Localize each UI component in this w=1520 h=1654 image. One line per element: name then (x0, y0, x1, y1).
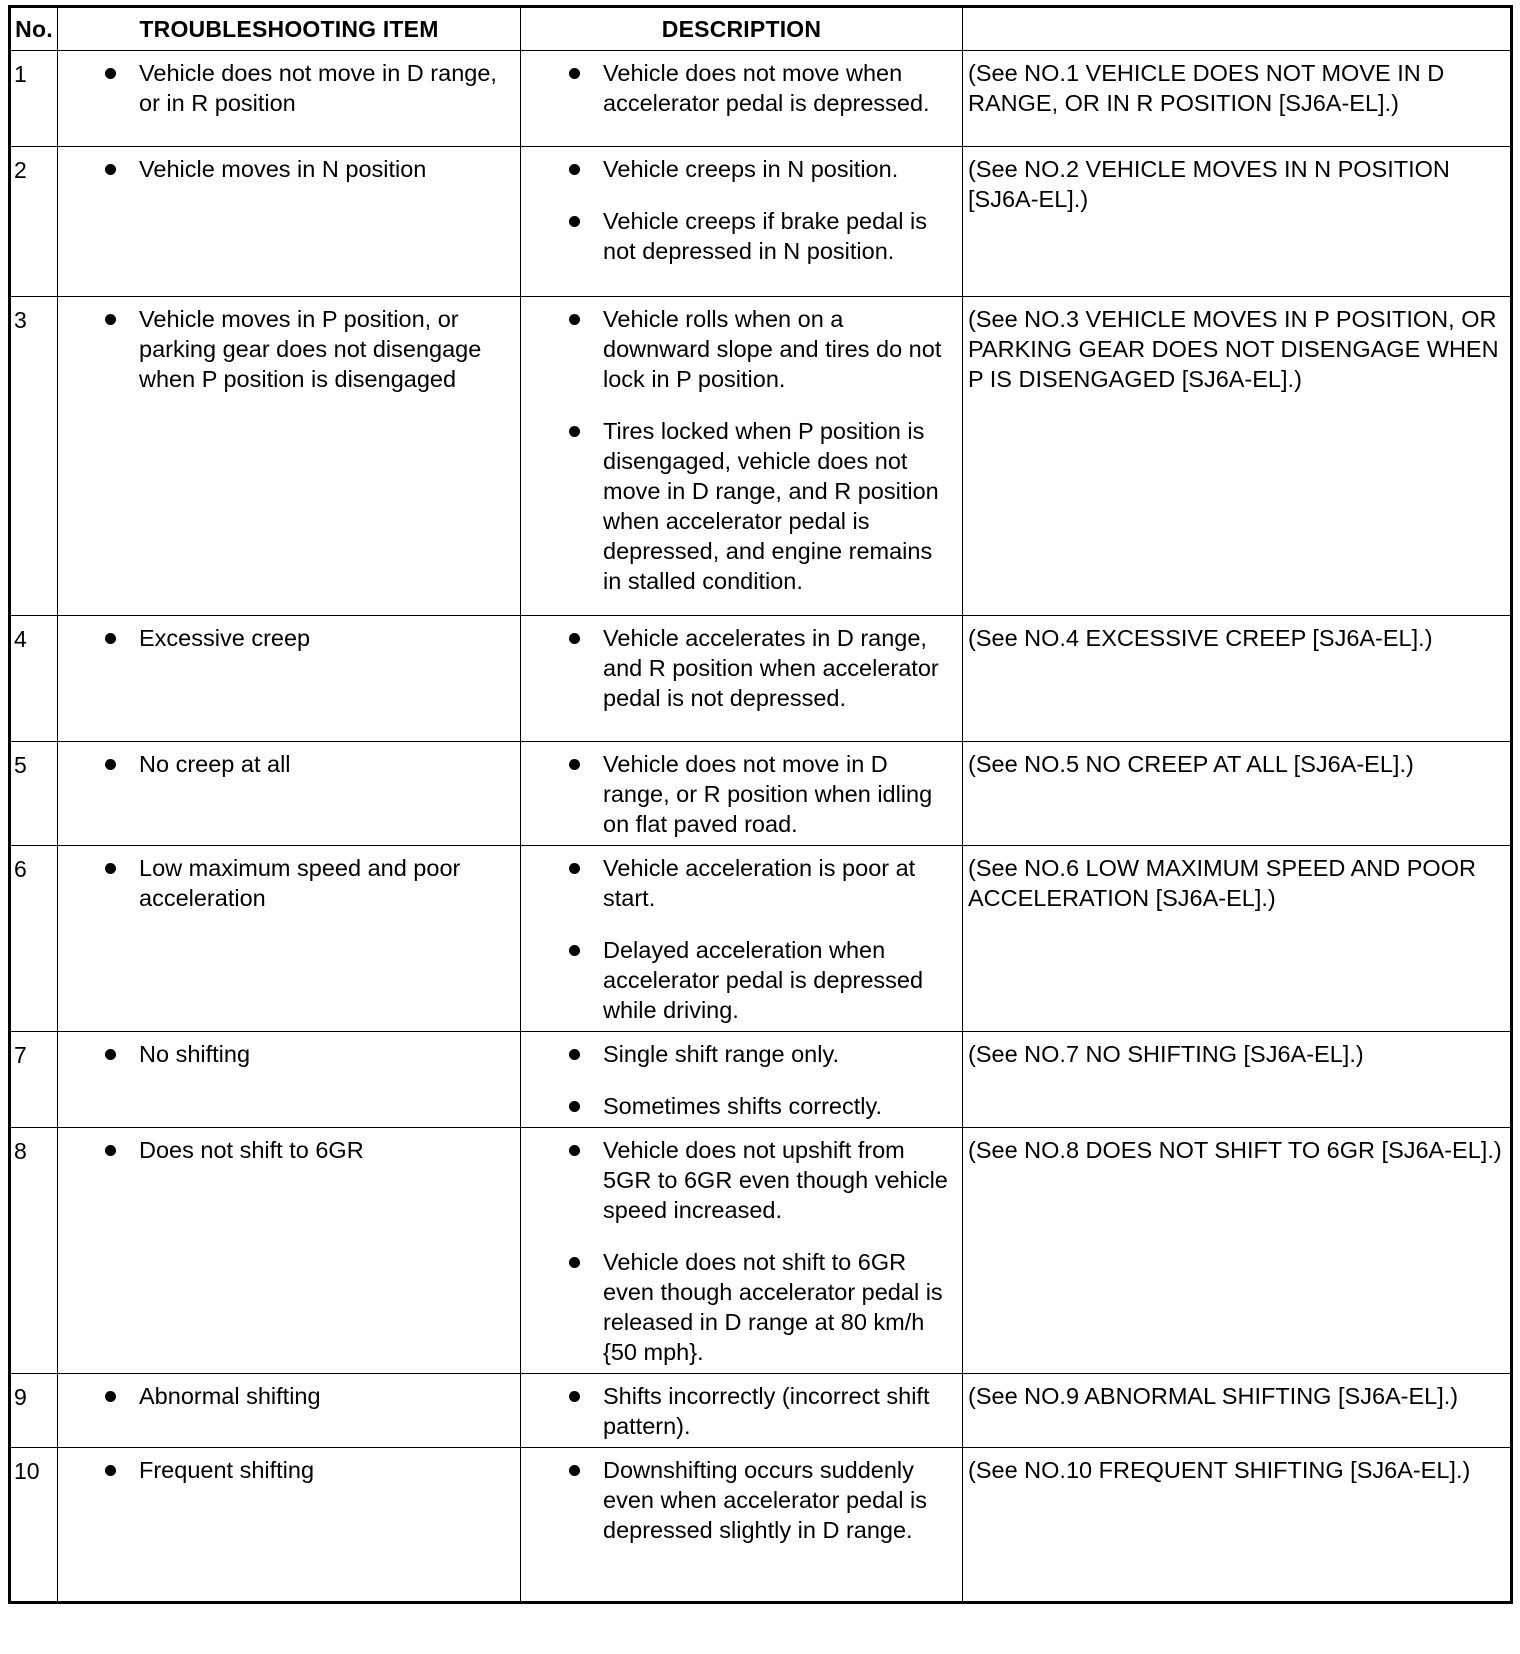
header-row (10, 7, 1512, 51)
row-number: 4 (10, 616, 58, 742)
troubleshooting-item (58, 1381, 512, 1411)
table-row (10, 742, 1512, 846)
description-item (521, 58, 954, 118)
description-cell (521, 51, 963, 147)
bullet-icon (105, 633, 116, 644)
header-reference (963, 7, 1512, 51)
row-number: 5 (10, 742, 58, 846)
bullet-icon (105, 1145, 116, 1156)
troubleshooting-item (58, 154, 512, 184)
bullet-icon (569, 863, 580, 874)
header-no: No. (10, 7, 58, 51)
troubleshooting-item-text: No shifting (139, 1041, 251, 1067)
table-row (10, 147, 1512, 297)
description-item (521, 1247, 954, 1367)
troubleshooting-item-text: No creep at all (139, 751, 291, 777)
reference-text: (See NO.6 LOW MAXIMUM SPEED AND POOR ACCELERATION [SJ6A-EL].) (963, 846, 1512, 1032)
row-number: 8 (10, 1128, 58, 1374)
description-cell (521, 616, 963, 742)
bullet-icon (569, 314, 580, 325)
description-text: Downshifting occurs suddenly even when accelerator pedal is depressed slightly in D range. (603, 1457, 927, 1543)
troubleshooting-item (58, 1135, 512, 1165)
description-text: Vehicle creeps in N position. (603, 156, 899, 182)
bullet-icon (569, 1465, 580, 1476)
bullet-icon (569, 759, 580, 770)
troubleshooting-item-text: Abnormal shifting (139, 1383, 321, 1409)
bullet-icon (569, 1145, 580, 1156)
table-header (10, 7, 1512, 51)
bullet-icon (569, 633, 580, 644)
reference-text: (See NO.5 NO CREEP AT ALL [SJ6A-EL].) (963, 742, 1512, 846)
description-text: Vehicle acceleration is poor at start. (603, 855, 916, 911)
reference-text: (See NO.3 VEHICLE MOVES IN P POSITION, OR PARKING GEAR DOES NOT DISENGAGE WHEN P IS DISENGAGED [SJ6A-EL].) (963, 297, 1512, 616)
bullet-icon (105, 1049, 116, 1060)
description-item (521, 935, 954, 1025)
bullet-icon (105, 314, 116, 325)
troubleshooting-item-text: Frequent shifting (139, 1457, 315, 1483)
bullet-icon (569, 68, 580, 79)
troubleshooting-item-text: Low maximum speed and poor acceleration (139, 855, 461, 911)
bullet-icon (105, 164, 116, 175)
troubleshooting-item-cell (58, 297, 521, 616)
description-item (521, 154, 954, 184)
table-row (10, 1374, 1512, 1448)
description-item (521, 1091, 954, 1121)
table-row (10, 1448, 1512, 1603)
troubleshooting-item (58, 1039, 512, 1069)
bullet-icon (569, 1049, 580, 1060)
row-number: 2 (10, 147, 58, 297)
row-number: 10 (10, 1448, 58, 1603)
table-body (10, 51, 1512, 1603)
description-text: Vehicle does not move in D range, or R position when idling on flat paved road. (603, 751, 933, 837)
troubleshooting-item-cell (58, 51, 521, 147)
troubleshooting-item-text: Vehicle moves in P position, or parking gear does not disengage when P position is disengaged (139, 306, 482, 392)
troubleshooting-item-text: Vehicle does not move in D range, or in R position (139, 60, 497, 116)
troubleshooting-item-text: Excessive creep (139, 625, 311, 651)
row-number: 6 (10, 846, 58, 1032)
description-text: Vehicle does not upshift from 5GR to 6GR even though vehicle speed increased. (603, 1137, 948, 1223)
description-text: Delayed acceleration when accelerator pedal is depressed while driving. (603, 937, 924, 1023)
bullet-icon (105, 1391, 116, 1402)
reference-text: (See NO.10 FREQUENT SHIFTING [SJ6A-EL].) (963, 1448, 1512, 1603)
reference-text: (See NO.1 VEHICLE DOES NOT MOVE IN D RANGE, OR IN R POSITION [SJ6A-EL].) (963, 51, 1512, 147)
reference-text: (See NO.7 NO SHIFTING [SJ6A-EL].) (963, 1032, 1512, 1128)
bullet-icon (105, 863, 116, 874)
description-cell (521, 147, 963, 297)
table-row (10, 846, 1512, 1032)
bullet-icon (569, 1101, 580, 1112)
troubleshooting-item-cell (58, 1128, 521, 1374)
troubleshooting-item (58, 853, 512, 913)
header-troubleshooting-item: TROUBLESHOOTING ITEM (58, 7, 521, 51)
troubleshooting-item (58, 304, 512, 394)
troubleshooting-item-cell (58, 1032, 521, 1128)
description-item (521, 1039, 954, 1069)
description-item (521, 853, 954, 913)
troubleshooting-table (8, 5, 1513, 1604)
bullet-icon (569, 164, 580, 175)
troubleshooting-item-text: Does not shift to 6GR (139, 1137, 364, 1163)
reference-text: (See NO.8 DOES NOT SHIFT TO 6GR [SJ6A-EL].) (963, 1128, 1512, 1374)
row-number: 7 (10, 1032, 58, 1128)
bullet-icon (569, 945, 580, 956)
bullet-icon (569, 426, 580, 437)
description-text: Shifts incorrectly (incorrect shift pattern). (603, 1383, 930, 1439)
reference-text: (See NO.4 EXCESSIVE CREEP [SJ6A-EL].) (963, 616, 1512, 742)
header-description: DESCRIPTION (521, 7, 963, 51)
description-text: Single shift range only. (603, 1041, 840, 1067)
description-item (521, 206, 954, 266)
troubleshooting-item-cell (58, 147, 521, 297)
table-row (10, 1128, 1512, 1374)
description-text: Vehicle rolls when on a downward slope and tires do not lock in P position. (603, 306, 942, 392)
troubleshooting-item-cell (58, 1374, 521, 1448)
description-text: Vehicle creeps if brake pedal is not depressed in N position. (603, 208, 927, 264)
description-item (521, 304, 954, 394)
troubleshooting-item-text: Vehicle moves in N position (139, 156, 427, 182)
description-cell (521, 742, 963, 846)
description-item (521, 1135, 954, 1225)
description-cell (521, 1448, 963, 1603)
description-text: Vehicle does not move when accelerator pedal is depressed. (603, 60, 930, 116)
bullet-icon (105, 68, 116, 79)
description-cell (521, 1128, 963, 1374)
description-text: Tires locked when P position is disengaged, vehicle does not move in D range, and R position when accelerator pedal is depressed, and engine remains in stalled condition. (603, 418, 939, 594)
reference-text: (See NO.2 VEHICLE MOVES IN N POSITION [SJ6A-EL].) (963, 147, 1512, 297)
bullet-icon (569, 216, 580, 227)
bullet-icon (569, 1391, 580, 1402)
row-number: 1 (10, 51, 58, 147)
description-text: Sometimes shifts correctly. (603, 1093, 883, 1119)
bullet-icon (105, 759, 116, 770)
table-row (10, 297, 1512, 616)
troubleshooting-item-cell (58, 846, 521, 1032)
reference-text: (See NO.9 ABNORMAL SHIFTING [SJ6A-EL].) (963, 1374, 1512, 1448)
description-item (521, 623, 954, 713)
description-item (521, 1455, 954, 1545)
description-item (521, 416, 954, 596)
troubleshooting-item (58, 58, 512, 118)
troubleshooting-item (58, 749, 512, 779)
description-cell (521, 846, 963, 1032)
table-row (10, 616, 1512, 742)
description-cell (521, 297, 963, 616)
description-item (521, 749, 954, 839)
troubleshooting-item (58, 623, 512, 653)
description-text: Vehicle accelerates in D range, and R position when accelerator pedal is not depressed. (603, 625, 939, 711)
troubleshooting-item-cell (58, 616, 521, 742)
table-row (10, 1032, 1512, 1128)
description-item (521, 1381, 954, 1441)
troubleshooting-item-cell (58, 742, 521, 846)
table-row (10, 51, 1512, 147)
troubleshooting-item-cell (58, 1448, 521, 1603)
bullet-icon (569, 1257, 580, 1268)
row-number: 9 (10, 1374, 58, 1448)
description-text: Vehicle does not shift to 6GR even though accelerator pedal is released in D range at 80 km/h {50 mph}. (603, 1249, 943, 1365)
description-cell (521, 1374, 963, 1448)
description-cell (521, 1032, 963, 1128)
bullet-icon (105, 1465, 116, 1476)
row-number: 3 (10, 297, 58, 616)
troubleshooting-item (58, 1455, 512, 1485)
